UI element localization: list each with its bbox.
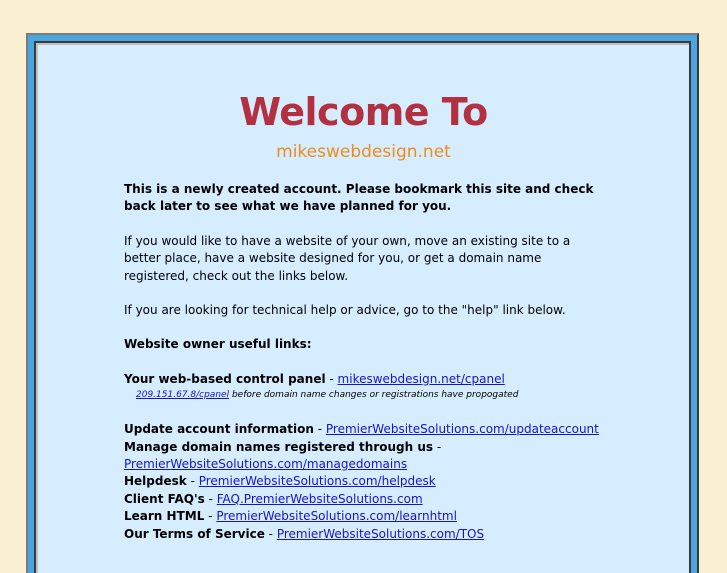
link-item-update-account [124,421,602,438]
manage-domains-link[interactable]: PremierWebsiteSolutions.com/managedomains [124,457,408,472]
update-account-link[interactable]: PremierWebsiteSolutions.com/updateaccount [325,422,599,437]
control-panel-label: Your web-based control panel [124,371,326,386]
main-content [124,181,602,543]
page-title: Welcome To [239,90,488,134]
help-paragraph: If you are looking for technical help or advice, go to the "help" link below. [124,303,566,318]
link-item-helpdesk [124,473,602,490]
separator: - [264,526,277,541]
link-label: Our Terms of Service [124,526,265,541]
site-name: mikeswebdesign.net [276,142,451,162]
control-panel-ip-link[interactable]: 209.151.67.8/cpanel [136,390,230,401]
website-paragraph: If you would like to have a website of your own, move an existing site to a better place, have a website designed for you, or get a domain name registered, check out the links below. [124,233,571,283]
learn-html-link[interactable]: PremierWebsiteSolutions.com/learnhtml [216,509,457,524]
link-item-learn-html [124,508,602,525]
terms-link[interactable]: PremierWebsiteSolutions.com/TOS [276,526,485,541]
separator: - [433,439,442,454]
link-label: Learn HTML [124,509,205,524]
separator: - [204,509,217,524]
link-label: Helpdesk [124,474,187,489]
control-panel-line [124,371,602,388]
separator: - [204,491,217,506]
helpdesk-link[interactable]: PremierWebsiteSolutions.com/helpdesk [198,474,436,489]
link-item-client-faq [124,491,602,508]
link-label: Client FAQ's [124,491,205,506]
control-panel-alt-line [124,388,602,402]
useful-links-title: Website owner useful links: [124,337,312,352]
control-panel-link[interactable]: mikeswebdesign.net/cpanel [337,371,505,386]
link-label: Manage domain names registered through us [124,439,434,454]
link-label: Update account information [124,422,314,437]
propagation-note: before domain name changes or registrations have propogated [229,390,519,401]
separator: - [313,422,326,437]
separator: - [325,371,338,386]
separator: - [186,474,199,489]
link-item-manage-domains [124,439,602,474]
client-faq-link[interactable]: FAQ.PremierWebsiteSolutions.com [216,491,423,506]
link-item-terms [124,526,602,543]
new-account-notice: This is a newly created account. Please bookmark this site and check back later to see what we have planned for you. [124,182,594,214]
